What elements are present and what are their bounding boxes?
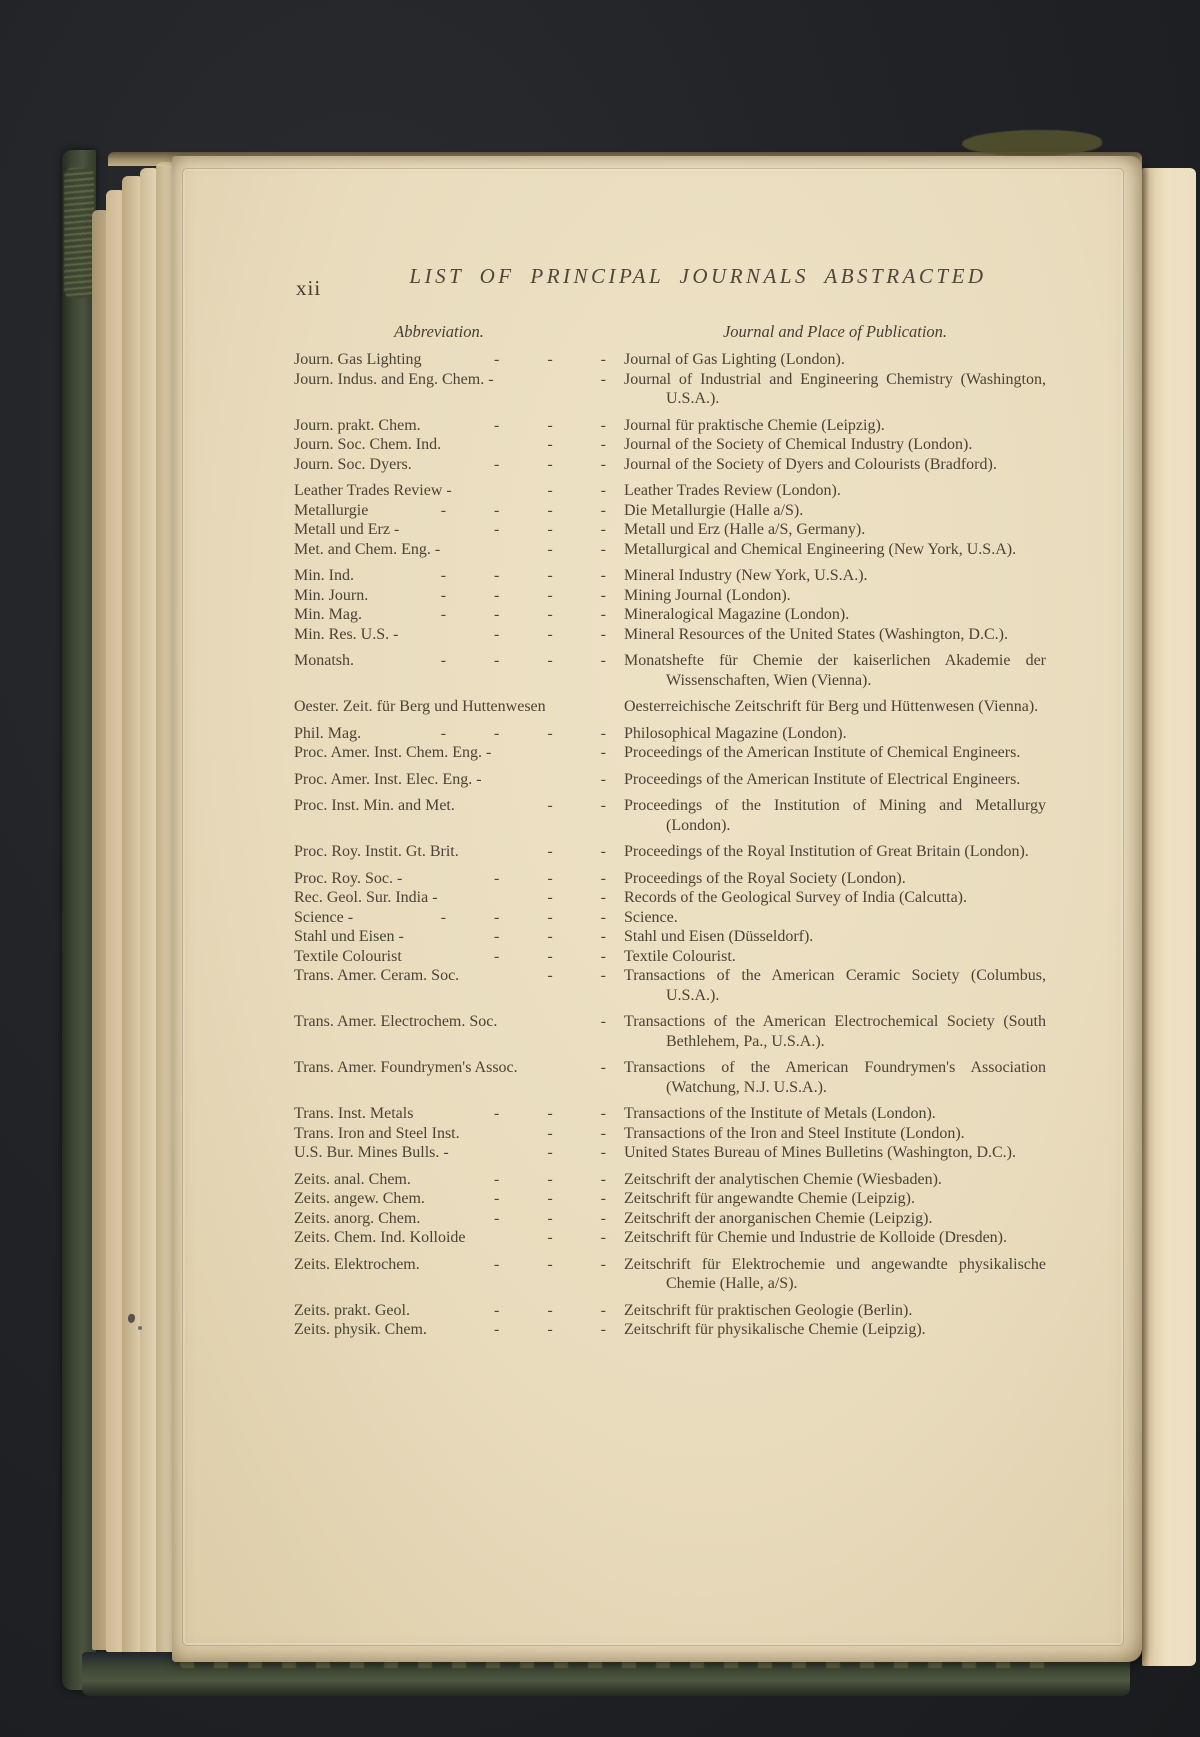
dash-leader: - - (547, 889, 606, 906)
journal-cell: Oesterreichische Zeitschrift für Berg und Hüttenwesen (Vienna). (624, 698, 1039, 715)
journal-cell: Zeitschrift für physikalische Chemie (Leipzig). (624, 1321, 926, 1338)
journal-cell: Proceedings of the American Institute of Electrical Engineers. (624, 770, 1021, 788)
table-row (294, 1170, 1046, 1190)
dash-leader: - - - (494, 1301, 606, 1319)
abbreviation-text: Stahl und Eisen - (294, 928, 404, 945)
journal-cell: Zeitschrift für angewandte Chemie (Leipzig). (624, 1190, 915, 1207)
abbreviation-text: Trans. Amer. Foundrymen's Assoc. (294, 1059, 518, 1076)
abbreviation-text: Proc. Inst. Min. and Met. (294, 797, 455, 814)
abbreviation-text: Zeits. physik. Chem. (294, 1321, 427, 1338)
abbreviation-cell (294, 416, 624, 436)
column-headers (294, 322, 1046, 342)
table-row (294, 566, 1046, 586)
abbreviation-text: Journ. prakt. Chem. (294, 416, 421, 434)
journal-cell: Textile Colourist. (624, 947, 736, 965)
table-row (294, 908, 1046, 928)
abbreviation-cell (294, 370, 624, 409)
journal-cell: Proceedings of the Royal Society (London). (624, 869, 906, 887)
dash-leader: - - - (494, 947, 606, 965)
dash-leader: - - - (494, 625, 606, 643)
abbreviation-text: Met. and Chem. Eng. - (294, 540, 441, 558)
abbreviation-cell (294, 1104, 624, 1124)
abbreviation-cell (294, 842, 624, 862)
abbreviation-cell (294, 435, 624, 455)
table-row (294, 724, 1046, 744)
dash-leader: - (600, 770, 606, 788)
abbreviation-text: Journ. Gas Lighting (294, 351, 422, 368)
journal-cell: Metall und Erz (Halle a/S, Germany). (624, 521, 866, 538)
journal-cell: Proceedings of the Royal Institution of Great Britain (London). (624, 843, 1029, 860)
abbreviation-text: Trans. Iron and Steel Inst. (294, 1124, 460, 1142)
journal-cell: Zeitschrift der analytischen Chemie (Wiesbaden). (624, 1170, 942, 1188)
table-row (294, 1228, 1046, 1248)
journal-cell: Proceedings of the Institution of Mining and Metallurgy (London). (624, 797, 1046, 834)
table-row (294, 501, 1046, 521)
abbreviation-cell (294, 869, 624, 889)
abbreviation-text: Leather Trades Review - (294, 482, 452, 499)
table-row (294, 435, 1046, 455)
dash-leader: - - (547, 1144, 606, 1161)
column-header-journal: Journal and Place of Publication. (722, 322, 948, 341)
table-row (294, 1012, 1046, 1051)
abbreviation-cell (294, 1124, 624, 1144)
journal-cell: Monatshefte für Chemie der kaiserlichen Akademie der Wissenschaften, Wien (Vienna). (624, 652, 1046, 689)
abbreviation-text: Zeits. Elektrochem. (294, 1255, 420, 1273)
table-row (294, 1255, 1046, 1294)
dash-leader: - - - (494, 1209, 606, 1227)
dash-leader: - (600, 744, 606, 761)
journal-cell: Journal of the Society of Chemical Industry (London). (624, 436, 973, 453)
table-row (294, 350, 1046, 370)
abbreviation-text: Journ. Soc. Dyers. (294, 455, 412, 473)
dash-leader: - (600, 1059, 606, 1076)
table-row (294, 869, 1046, 889)
table-row (294, 796, 1046, 835)
table-row (294, 455, 1046, 475)
abbreviation-cell (294, 455, 624, 475)
journal-cell: Transactions of the American Foundrymen's Association (Watchung, N.J. U.S.A.). (624, 1059, 1046, 1096)
table-row (294, 625, 1046, 645)
journal-cell: Journal of Gas Lighting (London). (624, 351, 845, 368)
table-row (294, 1209, 1046, 1229)
abbreviation-cell (294, 1228, 624, 1248)
table-row (294, 947, 1046, 967)
abbreviation-text: Zeits. Chem. Ind. Kolloide (294, 1229, 466, 1246)
abbreviation-text: Metallurgie (294, 501, 369, 519)
dash-leader: - - - (494, 351, 606, 368)
table-row (294, 416, 1046, 436)
abbreviation-text: U.S. Bur. Mines Bulls. - (294, 1144, 449, 1161)
abbreviation-cell (294, 481, 624, 501)
dash-leader: - - - (494, 869, 606, 887)
book-spine-fray (64, 168, 94, 298)
journal-cell: Journal of Industrial and Engineering Chemistry (Washington, U.S.A.). (624, 370, 1046, 407)
abbreviation-cell (294, 888, 624, 908)
journal-cell: Zeitschrift der anorganischen Chemie (Leipzig). (624, 1209, 933, 1227)
table-row (294, 1189, 1046, 1209)
journal-cell: Die Metallurgie (Halle a/S). (624, 501, 804, 519)
dash-leader: - - - - (440, 586, 606, 604)
abbreviation-text: Proc. Roy. Soc. - (294, 869, 403, 887)
dash-leader: - - - (494, 1321, 606, 1338)
abbreviation-text: Zeits. angew. Chem. (294, 1190, 425, 1207)
abbreviation-text: Phil. Mag. (294, 724, 362, 742)
journal-cell: Transactions of the American Electrochemical Society (South Bethlehem, Pa., U.S.A.). (624, 1013, 1046, 1050)
abbreviation-text: Zeits. prakt. Geol. (294, 1301, 410, 1319)
journal-cell: Philosophical Magazine (London). (624, 724, 847, 742)
abbreviation-text: Journ. Indus. and Eng. Chem. - (294, 370, 494, 388)
abbreviation-text: Zeits. anorg. Chem. (294, 1209, 421, 1227)
dash-leader: - - - (494, 416, 606, 434)
journal-cell: Metallurgical and Chemical Engineering (New York, U.S.A). (624, 540, 1017, 558)
journal-cell: Zeitschrift für praktischen Geologie (Berlin). (624, 1301, 913, 1319)
dash-leader: - - (547, 967, 606, 984)
abbreviation-cell (294, 1012, 624, 1051)
journal-cell: Proceedings of the American Institute of Chemical Engineers. (624, 744, 1021, 761)
dash-leader: - - (547, 436, 606, 453)
table-row (294, 1320, 1046, 1340)
abbreviation-cell (294, 1255, 624, 1294)
abbreviation-text: Trans. Amer. Electrochem. Soc. (294, 1013, 498, 1030)
table-row (294, 586, 1046, 606)
journal-cell: Zeitschrift für Elektrochemie und angewandte physikalische Chemie (Halle, a/S). (624, 1255, 1046, 1292)
abbreviation-cell (294, 1143, 624, 1163)
table-row (294, 1124, 1046, 1144)
journal-cell: Mineralogical Magazine (London). (624, 606, 850, 623)
dash-leader: - - - (494, 455, 606, 473)
dash-leader: - - - - (440, 606, 606, 623)
abbreviation-text: Min. Mag. (294, 606, 362, 623)
dash-leader: - - - - (440, 724, 606, 742)
abbreviation-cell (294, 566, 624, 586)
dash-leader: - - - - (440, 908, 606, 926)
abbreviation-cell (294, 1189, 624, 1209)
abbreviation-text: Journ. Soc. Chem. Ind. (294, 436, 442, 453)
table-row (294, 1058, 1046, 1097)
abbreviation-cell (294, 1058, 624, 1097)
page-title: LIST OF PRINCIPAL JOURNALS ABSTRACTED (409, 264, 987, 288)
abbreviation-cell (294, 743, 624, 763)
abbreviation-cell (294, 605, 624, 625)
journal-cell: Science. (624, 908, 678, 926)
abbreviation-cell (294, 697, 624, 717)
abbreviation-cell (294, 586, 624, 606)
table-row (294, 481, 1046, 501)
dash-leader: - - - (494, 521, 606, 538)
margin-mark (138, 1326, 142, 1330)
abbreviation-cell (294, 927, 624, 947)
running-head (294, 264, 1046, 310)
abbreviation-text: Min. Journ. (294, 586, 369, 604)
abbreviation-text: Metall und Erz - (294, 521, 400, 538)
abbreviation-text: Min. Res. U.S. - (294, 625, 399, 643)
journal-cell: Stahl und Eisen (Düsseldorf). (624, 928, 814, 945)
abbreviation-cell (294, 947, 624, 967)
abbreviation-cell (294, 1170, 624, 1190)
dash-leader: - - - (494, 1170, 606, 1188)
page-number: xii (296, 276, 322, 300)
table-row (294, 540, 1046, 560)
dash-leader: - - (547, 1229, 606, 1246)
table-row (294, 927, 1046, 947)
table-row (294, 1301, 1046, 1321)
table-row (294, 605, 1046, 625)
journal-cell: Transactions of the Iron and Steel Institute (London). (624, 1124, 965, 1142)
abbreviation-cell (294, 651, 624, 690)
abbreviation-text: Trans. Amer. Ceram. Soc. (294, 967, 460, 984)
abbreviation-cell (294, 350, 624, 370)
abbreviation-cell (294, 625, 624, 645)
table-row (294, 1143, 1046, 1163)
abbreviation-cell (294, 1301, 624, 1321)
page-content (294, 264, 1046, 1340)
next-page-edge (1142, 168, 1196, 1666)
table-row (294, 697, 1046, 717)
abbreviation-cell (294, 966, 624, 1005)
table-row (294, 370, 1046, 409)
dash-leader: - (600, 370, 606, 388)
abbreviation-cell (294, 540, 624, 560)
abbreviation-text: Rec. Geol. Sur. India - (294, 889, 438, 906)
journal-table (294, 350, 1046, 1340)
journal-cell: Leather Trades Review (London). (624, 482, 841, 499)
abbreviation-text: Monatsh. (294, 652, 354, 669)
dash-leader: - - (547, 540, 606, 558)
dash-leader: - (600, 1013, 606, 1030)
abbreviation-text: Zeits. anal. Chem. (294, 1170, 411, 1188)
dash-leader: - - (547, 843, 606, 860)
abbreviation-cell (294, 724, 624, 744)
table-row (294, 1104, 1046, 1124)
dash-leader (546, 697, 624, 717)
table-row (294, 651, 1046, 690)
table-row (294, 966, 1046, 1005)
journal-cell: Transactions of the Institute of Metals (London). (624, 1105, 936, 1122)
table-row (294, 842, 1046, 862)
abbreviation-cell (294, 770, 624, 790)
abbreviation-cell (294, 1320, 624, 1340)
abbreviation-text: Proc. Roy. Instit. Gt. Brit. (294, 843, 459, 860)
dash-leader: - - (547, 1124, 606, 1142)
abbreviation-text: Trans. Inst. Metals (294, 1105, 414, 1122)
abbreviation-cell (294, 501, 624, 521)
journal-cell: Transactions of the American Ceramic Society (Columbus, U.S.A.). (624, 967, 1046, 1004)
dash-leader: - - - (494, 928, 606, 945)
dash-leader: - - (547, 797, 606, 814)
journal-cell: Journal of the Society of Dyers and Colourists (Bradford). (624, 455, 997, 473)
journal-cell: Records of the Geological Survey of India (Calcutta). (624, 889, 967, 906)
book-spine-cloth (62, 150, 96, 1690)
abbreviation-text: Science - (294, 908, 354, 926)
table-row (294, 520, 1046, 540)
dash-leader: - - - (494, 1190, 606, 1207)
abbreviation-cell (294, 520, 624, 540)
abbreviation-text: Textile Colourist (294, 947, 402, 965)
journal-cell: Mining Journal (London). (624, 586, 791, 604)
book-page (172, 156, 1142, 1662)
page-edge-stack (122, 176, 142, 1654)
abbreviation-text: Proc. Amer. Inst. Chem. Eng. - (294, 744, 492, 761)
abbreviation-text: Proc. Amer. Inst. Elec. Eng. - (294, 770, 482, 788)
journal-cell: United States Bureau of Mines Bulletins (Washington, D.C.). (624, 1144, 1016, 1161)
dash-leader: - - - - (440, 567, 606, 584)
journal-cell: Zeitschrift für Chemie und Industrie de Kolloide (Dresden). (624, 1229, 1007, 1246)
dash-leader: - - - - (440, 501, 606, 519)
table-row (294, 888, 1046, 908)
table-row (294, 770, 1046, 790)
journal-cell: Mineral Industry (New York, U.S.A.). (624, 567, 868, 584)
dash-leader: - - - - (440, 652, 606, 669)
abbreviation-text: Min. Ind. (294, 567, 354, 584)
journal-cell: Mineral Resources of the United States (Washington, D.C.). (624, 625, 1008, 643)
abbreviation-text: Oester. Zeit. für Berg und Huttenwesen (294, 698, 546, 715)
abbreviation-cell (294, 908, 624, 928)
abbreviation-cell (294, 796, 624, 835)
dash-leader: - - - (494, 1255, 606, 1273)
dash-leader: - - (547, 482, 606, 499)
table-row (294, 743, 1046, 763)
dash-leader: - - - (494, 1105, 606, 1122)
abbreviation-cell (294, 1209, 624, 1229)
journal-cell: Journal für praktische Chemie (Leipzig). (624, 416, 885, 434)
column-header-abbreviation: Abbreviation. (394, 322, 484, 341)
